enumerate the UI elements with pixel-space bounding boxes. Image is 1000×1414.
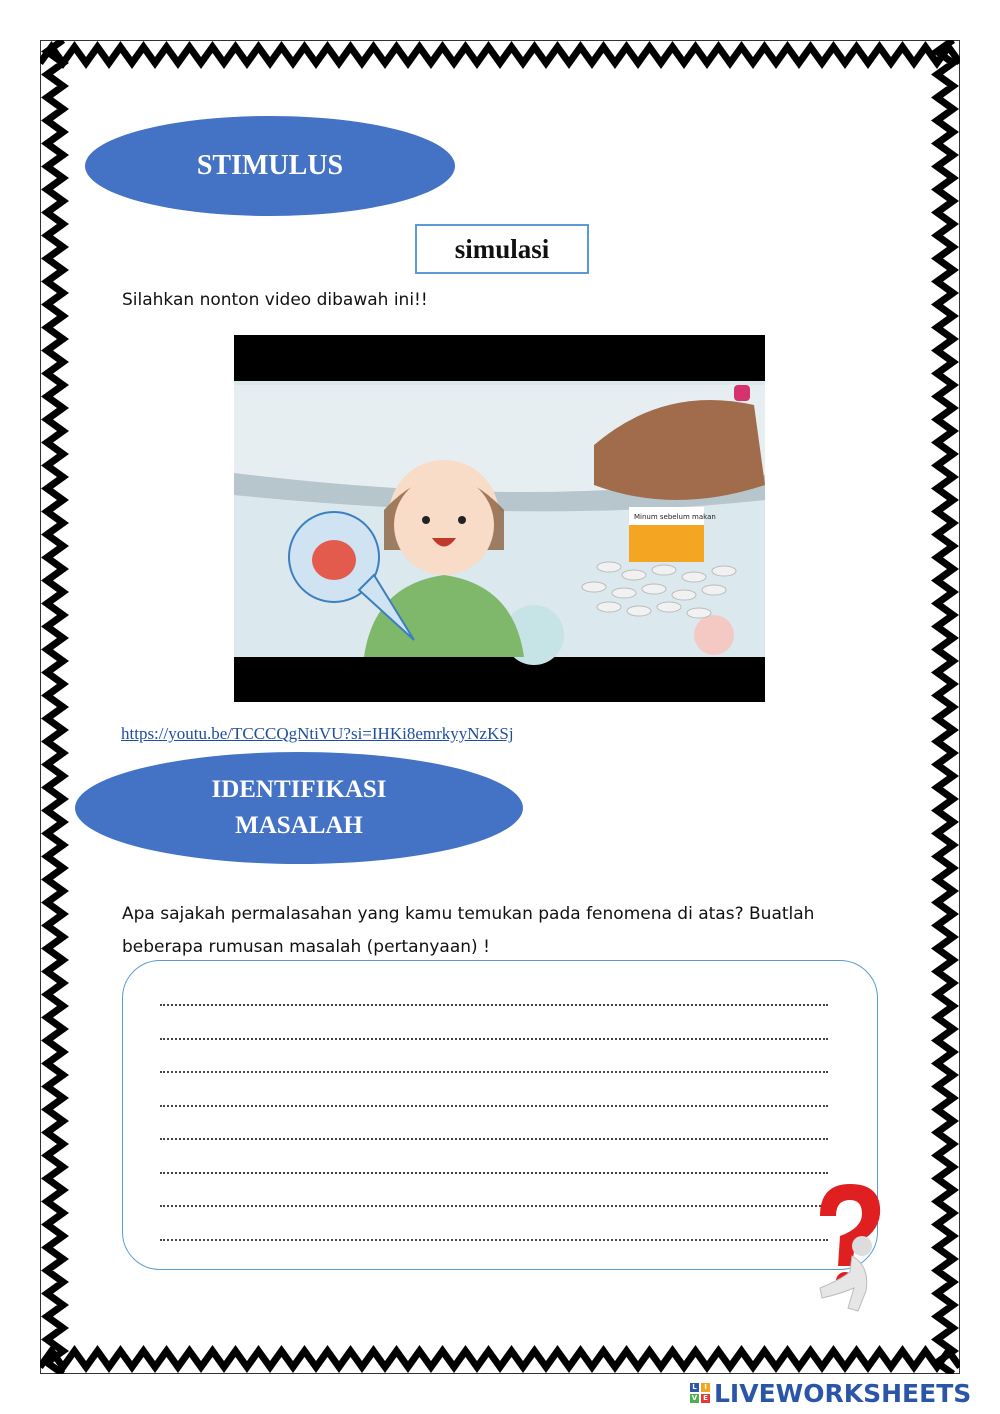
- answer-line[interactable]: [160, 1004, 828, 1006]
- liveworksheets-logo: [690, 1378, 971, 1408]
- video-link[interactable]: https://youtu.be/TCCCQgNtiVU?si=IHKi8emrkyyNzKSj: [121, 724, 514, 743]
- stimulus-heading: [85, 116, 455, 216]
- identifikasi-heading: [75, 752, 523, 864]
- simulasi-label-box: [415, 224, 589, 274]
- answer-line[interactable]: [160, 1205, 828, 1207]
- answer-line[interactable]: [160, 1239, 828, 1241]
- instruction-text: Silahkan nonton video dibawah ini!!: [122, 290, 428, 310]
- liveworksheets-badge-icon: L I V E: [690, 1383, 710, 1403]
- answer-line[interactable]: [160, 1138, 828, 1140]
- stimulus-title: STIMULUS: [196, 150, 344, 181]
- answer-box[interactable]: [122, 960, 878, 1270]
- zigzag-border-left: [40, 40, 70, 1374]
- identifikasi-title: IDENTIFIKASI MASALAH: [211, 776, 387, 839]
- answer-line[interactable]: [160, 1071, 828, 1073]
- answer-line[interactable]: [160, 1105, 828, 1107]
- zigzag-border-right: [930, 40, 960, 1374]
- answer-line[interactable]: [160, 1172, 828, 1174]
- zigzag-border-top: [40, 40, 960, 70]
- video-overlay-text: Minum sebelum makan: [634, 513, 716, 521]
- video-thumbnail[interactable]: [234, 335, 765, 702]
- simulasi-label: simulasi: [454, 233, 550, 264]
- question-text: Apa sajakah permalasahan yang kamu temukan pada fenomena di atas? Buatlah beberapa rumusan masalah (pertanyaan) !: [122, 904, 815, 957]
- question-mark-figure-icon: [800, 1176, 890, 1316]
- zigzag-border-bottom: [40, 1344, 960, 1374]
- answer-line[interactable]: [160, 1038, 828, 1040]
- footer-brand: LIVEWORKSHEETS: [714, 1378, 972, 1408]
